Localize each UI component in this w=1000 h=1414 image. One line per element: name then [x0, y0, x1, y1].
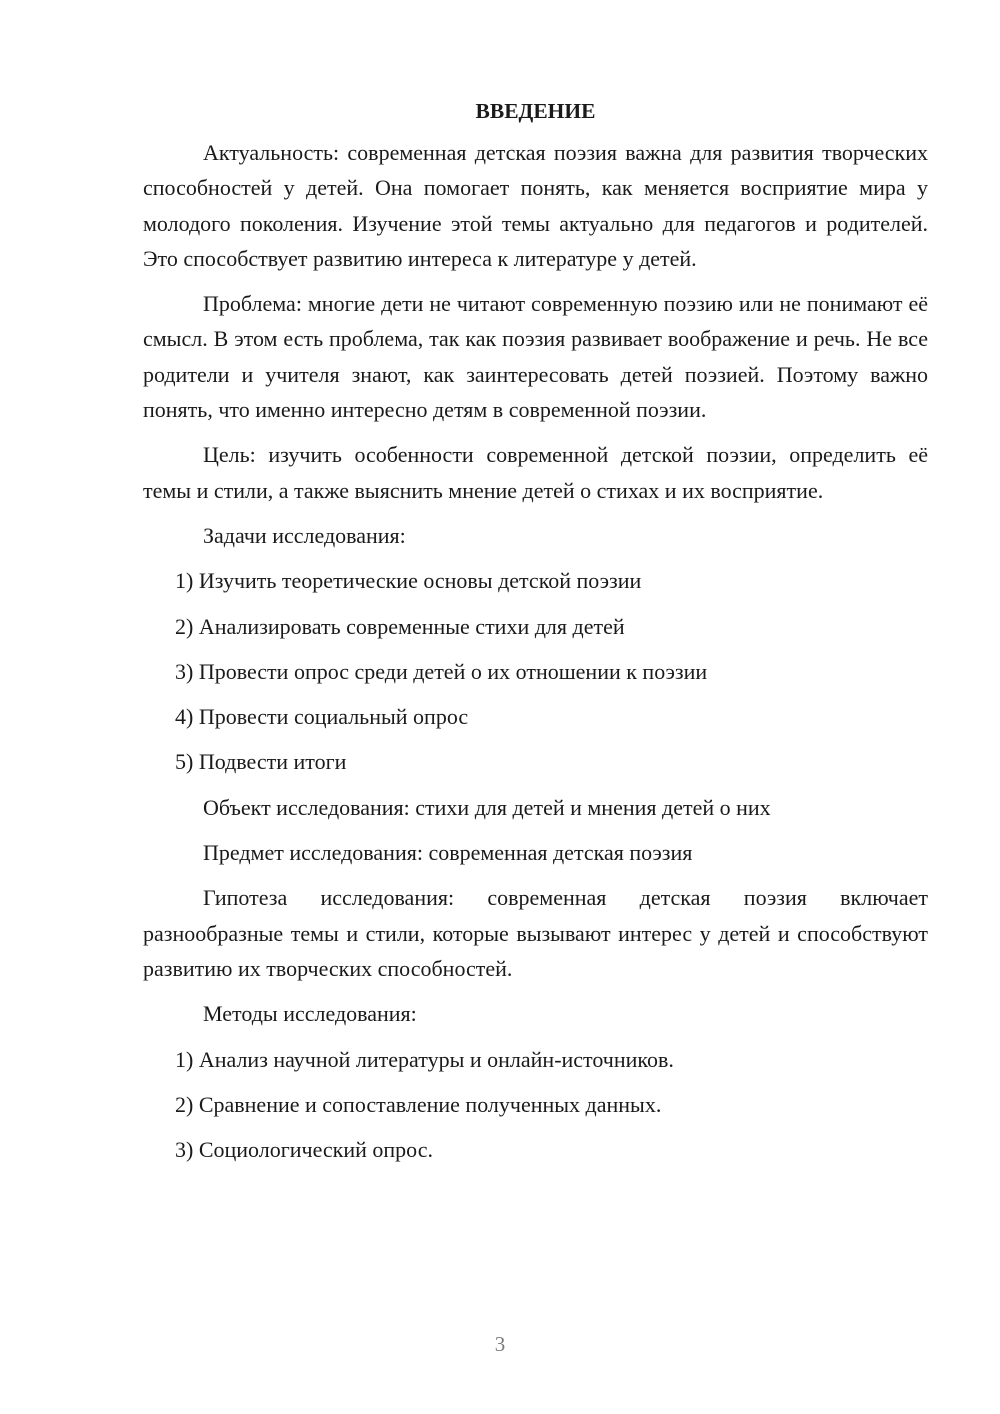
page-number: 3 [494, 1332, 506, 1356]
section-title: ВВЕДЕНИЕ [475, 99, 596, 123]
list-item: 2) Анализировать современные стихи для детей [175, 613, 625, 639]
goal-paragraph: Цель: изучить особенности современной детской поэзии, определить её темы и стили, а также выяснить мнение детей о стихах и их восприятие. [143, 442, 928, 503]
tasks-list [143, 563, 928, 779]
tasks-heading: Задачи исследования: [203, 522, 406, 548]
list-item: 1) Анализ научной литературы и онлайн-источников. [175, 1046, 674, 1072]
list-item: 1) Изучить теоретические основы детской поэзии [175, 568, 642, 594]
list-item: 3) Социологический опрос. [175, 1137, 433, 1163]
list-item: 2) Сравнение и сопоставление полученных данных. [175, 1091, 662, 1117]
research-object: Объект исследования: стихи для детей и мнения детей о них [203, 794, 771, 820]
methods-heading: Методы исследования: [203, 1001, 417, 1027]
hypothesis-paragraph: Гипотеза исследования: современная детская поэзия включает разнообразные темы и стили, которые вызывают интерес у детей и способствуют развитию их творческих способностей. [143, 885, 928, 981]
relevance-paragraph: Актуальность: современная детская поэзия важна для развития творческих способностей у детей. Она помогает понять, как меняется восприятие мира у молодого поколения. Изучение этой темы актуально для педагогов и родителей. Это способствует развитию интереса к литературе у детей. [143, 140, 928, 271]
problem-paragraph: Проблема: многие дети не читают современную поэзию или не понимают её смысл. В этом есть проблема, так как поэзия развивает воображение и речь. Не все родители и учителя знают, как заинтересовать детей поэзией. Поэтому важно понять, что именно интересно детям в современной поэзии. [143, 291, 928, 423]
document-page [143, 93, 928, 1177]
list-item: 3) Провести опрос среди детей о их отношении к поэзии [175, 658, 708, 684]
research-subject: Предмет исследования: современная детская поэзия [203, 840, 693, 866]
list-item: 4) Провести социальный опрос [175, 704, 469, 730]
methods-list [143, 1042, 928, 1168]
list-item: 5) Подвести итоги [175, 749, 347, 775]
